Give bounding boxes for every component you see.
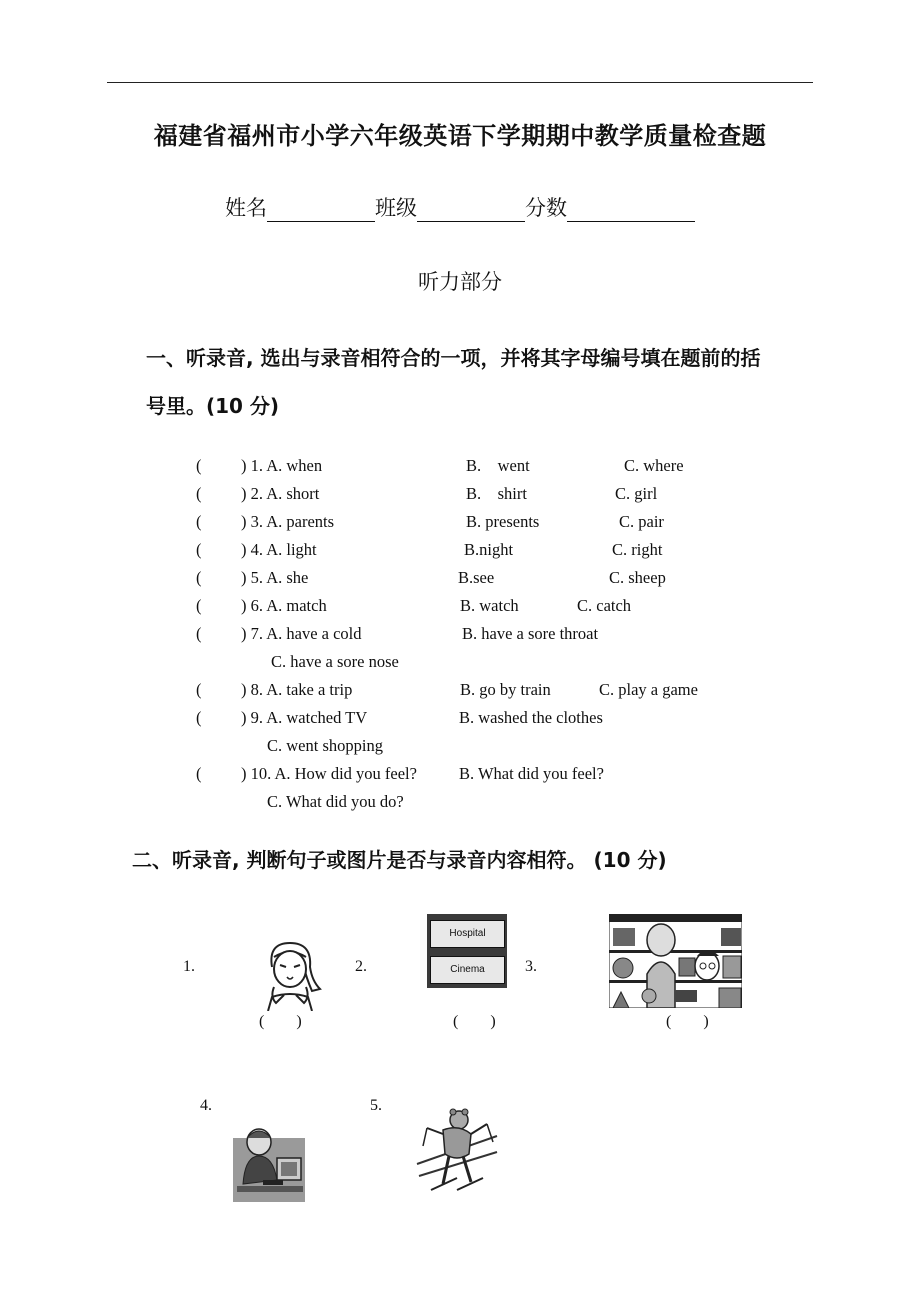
item-8-option-b: B. go by train bbox=[460, 680, 551, 699]
bear-skiing-icon bbox=[413, 1106, 499, 1192]
page-title: 福建省福州市小学六年级英语下学期期中教学质量检查题 bbox=[153, 122, 767, 150]
picture-2-answer[interactable]: ( ) bbox=[453, 1013, 496, 1030]
item-9-option-b: B. washed the clothes bbox=[459, 708, 603, 727]
answer-paren[interactable]: ( bbox=[196, 568, 202, 587]
answer-paren[interactable]: ( bbox=[196, 680, 202, 699]
picture-5-number: 5. bbox=[370, 1097, 382, 1114]
item-3-option-c: C. pair bbox=[619, 512, 664, 531]
item-9-option-a: ) 9. A. watched TV bbox=[241, 708, 368, 727]
woman-at-computer-icon bbox=[233, 1124, 305, 1202]
picture-3-number: 3. bbox=[525, 958, 537, 975]
part1-instruction-line2: 号里。(10 分) bbox=[146, 394, 280, 418]
item-3-option-a: ) 3. A. parents bbox=[241, 512, 335, 531]
item-1-option-c: C. where bbox=[624, 456, 684, 475]
item-2-option-a: ) 2. A. short bbox=[241, 484, 320, 503]
item-7-option-a: ) 7. A. have a cold bbox=[241, 624, 362, 643]
picture-2-number: 2. bbox=[355, 958, 367, 975]
name-label: 姓名 bbox=[225, 196, 267, 220]
item-7-option-c: C. have a sore nose bbox=[271, 652, 399, 671]
name-field[interactable] bbox=[267, 199, 375, 222]
toy-shop-icon bbox=[609, 914, 742, 1008]
student-info-line bbox=[0, 192, 920, 222]
part2-instruction: 二、听录音, 判断句子或图片是否与录音内容相符。 (10 分) bbox=[132, 848, 667, 872]
item-5-option-a: ) 5. A. she bbox=[241, 568, 309, 587]
item-4-option-b: B.night bbox=[464, 540, 514, 559]
item-8-option-a: ) 8. A. take a trip bbox=[241, 680, 353, 699]
item-10-option-a: ) 10. A. How did you feel? bbox=[241, 764, 417, 783]
girl-sneezing-icon bbox=[254, 937, 324, 1011]
part1-instruction-line1: 一、听录音, 选出与录音相符合的一项，并将其字母编号填在题前的括 bbox=[146, 346, 761, 370]
item-2-option-b: B. shirt bbox=[466, 484, 527, 503]
item-10-option-c: C. What did you do? bbox=[267, 792, 404, 811]
item-5-option-c: C. sheep bbox=[609, 568, 666, 587]
answer-paren[interactable]: ( bbox=[196, 456, 202, 475]
answer-paren[interactable]: ( bbox=[196, 764, 202, 783]
item-6-option-c: C. catch bbox=[577, 596, 632, 615]
score-field[interactable] bbox=[567, 199, 695, 222]
picture-1-answer[interactable]: ( ) bbox=[259, 1013, 302, 1030]
picture-1-number: 1. bbox=[183, 958, 195, 975]
hospital-cinema-signs-icon bbox=[427, 914, 507, 988]
top-rule bbox=[107, 82, 813, 83]
item-4-option-a: ) 4. A. light bbox=[241, 540, 317, 559]
item-4-option-c: C. right bbox=[612, 540, 663, 559]
item-10-option-b: B. What did you feel? bbox=[459, 764, 604, 783]
item-6-option-a: ) 6. A. match bbox=[241, 596, 327, 615]
item-9-option-c: C. went shopping bbox=[267, 736, 383, 755]
class-field[interactable] bbox=[417, 199, 525, 222]
item-8-option-c: C. play a game bbox=[599, 680, 698, 699]
cinema-sign: Cinema bbox=[430, 956, 505, 984]
item-2-option-c: C. girl bbox=[615, 484, 658, 503]
answer-paren[interactable]: ( bbox=[196, 624, 202, 643]
answer-paren[interactable]: ( bbox=[196, 708, 202, 727]
item-6-option-b: B. watch bbox=[460, 596, 519, 615]
item-1-option-b: B. went bbox=[466, 456, 530, 475]
score-label: 分数 bbox=[525, 196, 567, 220]
answer-paren[interactable]: ( bbox=[196, 540, 202, 559]
class-label: 班级 bbox=[375, 196, 417, 220]
answer-paren[interactable]: ( bbox=[196, 512, 202, 531]
picture-4-number: 4. bbox=[200, 1097, 212, 1114]
picture-3-answer[interactable]: ( ) bbox=[666, 1013, 709, 1030]
item-5-option-b: B.see bbox=[458, 568, 495, 587]
answer-paren[interactable]: ( bbox=[196, 596, 202, 615]
item-3-option-b: B. presents bbox=[466, 512, 540, 531]
item-1-option-a: ) 1. A. when bbox=[241, 456, 323, 475]
answer-paren[interactable]: ( bbox=[196, 484, 202, 503]
section-heading-listening: 听力部分 bbox=[418, 270, 502, 294]
item-7-option-b: B. have a sore throat bbox=[462, 624, 599, 643]
hospital-sign: Hospital bbox=[430, 920, 505, 948]
